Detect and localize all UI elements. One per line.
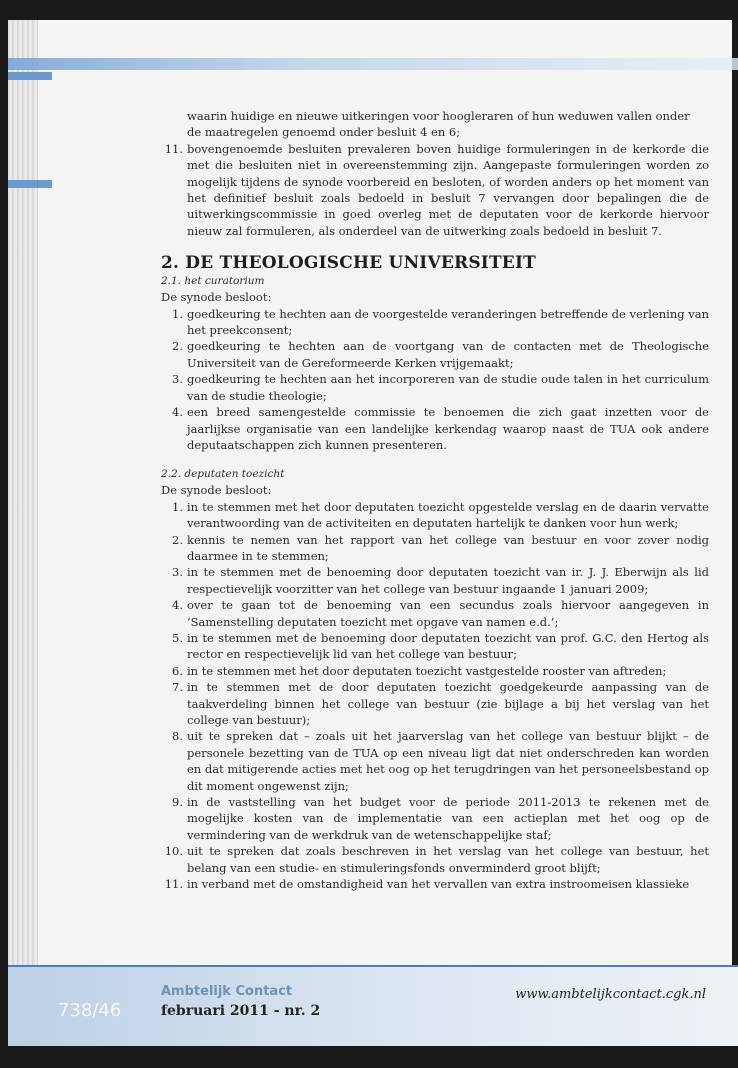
item-text: een breed samengestelde commissie te benoemen die zich gaat inzetten voor de jaarlijkse organisatie van een landelijke kerkendag waarop naast de TUA ook andere deputaatschappen zich kunnen presenteren. [187,405,709,452]
item-text: in te stemmen met de door deputaten toezicht goedgekeurde aanpassing van de taakverdeling binnen het college van bestuur (zie bijlage a bij het verslag van het college van bestuur); [187,680,709,727]
item-text: in te stemmen met het door deputaten toezicht opgestelde verslag en de daarin vervatte verantwoording van de activiteiten en deputaten hartelijk te danken voor hun werk; [187,499,709,531]
item-number: 8. [172,729,183,744]
text-line: waarin huidige en nieuwe uitkeringen voor hoogleraren of hun weduwen vallen onder [187,109,690,123]
list-item [161,371,709,404]
item-number: 3. [172,372,183,387]
lead-text: De synode besloot: [161,290,272,305]
item-text: bovengenoemde besluiten prevaleren boven huidige formuleringen in de kerkorde die met die besluiten niet in overeenstemming zijn. Aangepaste formuleringen worden zo mogelijk tijdens de synode voorbereid en besloten, of worden anders op het moment van het definitief besluit zoals bedoeld in besluit 7 vervangen door bepalingen die de uitwerkingscommissie in goed overleg met de deputaten voor de kerkorde hiervoor nieuw zal formuleren, als onderdeel van de uitwerking zoals bedoeld in besluit 7. [187,141,709,238]
scan-border-top [0,0,738,20]
item-number: 7. [172,680,183,695]
item-text: uit te spreken dat zoals beschreven in het verslag van het college van bestuur, het belang van een studie- en stimuleringsfonds onverminderd groot blijft; [187,844,709,875]
list-item [161,141,709,239]
magazine-name: Ambtelijk Contact [161,984,293,999]
item-text: in de vaststelling van het budget voor de periode 2011-2013 te rekenen met de mogelijke kosten van de implementatie van een actieplan met het oog op de vermindering van de werkdruk van de wetenschappelijke staf; [187,795,709,842]
item-number: 5. [172,630,183,645]
decision-list [161,306,709,454]
item-number: 10. [164,844,183,859]
item-number: 2. [172,339,183,354]
page-edges [8,20,38,1046]
item-text: uit te spreken dat – zoals uit het jaarverslag van het college van bestuur blijkt – de personele bezetting van de TUA op een niveau ligt dat niet onderschreden kan worden en dat mitigerende acties met het oog op het terugdringen van het personeelsbestand op dit moment ongewenst zijn; [187,729,709,793]
list-item [161,532,709,565]
item-text: kennis te nemen van het rapport van het college van bestuur en voor zover nodig daarmee in te stemmen; [187,532,709,563]
footer-divider [8,965,738,967]
item-text: in verband met de omstandigheid van het vervallen van extra instroomeisen klassieke [187,877,690,892]
lead-text: De synode besloot: [161,483,272,498]
list-item [161,338,709,371]
scan-border-bottom [0,1046,738,1068]
list-item [161,876,709,892]
scan-border-right [732,0,738,1068]
item-text: goedkeuring te hechten aan het incorporeren van de studie oude talen in het curriculum van de studie theologie; [187,372,709,403]
item-text: in te stemmen met de benoeming door deputaten toezicht van ir. J. J. Eberwijn als lid respectievelijk voorzitter van het college van bestuur ingaande 1 januari 2009; [187,565,709,596]
item-text: in te stemmen met het door deputaten toezicht vastgestelde rooster van aftreden; [187,663,667,678]
list-item [161,794,709,843]
list-item [161,728,709,794]
list-item [161,404,709,453]
subsection-title: 2.2. deputaten toezicht [161,468,285,481]
text-line: de maatregelen genoemd onder besluit 4 en 6; [187,125,461,140]
item-text: goedkeuring te hechten aan de voorgestelde veranderingen betreffende de verlening van het preekconsent; [187,306,710,338]
item-number: 11. [164,877,183,892]
item-number: 9. [172,795,183,810]
list-item [161,564,709,597]
item-number: 4. [172,598,183,613]
page-content [161,108,709,892]
item-number: 11. [164,141,183,156]
section-heading: 2. DE THEOLOGISCHE UNIVERSITEIT [161,253,536,274]
header-color-band [8,58,738,70]
item-text: in te stemmen met de benoeming door deputaten toezicht van prof. G.C. den Hertog als rector en respectievelijk lid van het college van bestuur; [187,630,709,662]
page-tab-marker [8,72,52,80]
item-number: 1. [172,306,183,321]
item-text: goedkeuring te hechten aan de voortgang van de contacten met de Theologische Universiteit van de Gereformeerde Kerken vrijgemaakt; [187,339,709,370]
list-item [161,630,709,663]
page-number: 738/46 [58,1000,122,1021]
decision-list [161,499,709,893]
scan-border-left [0,0,8,1068]
list-item [161,499,709,532]
list-item [161,306,709,339]
item-number: 6. [172,663,183,678]
item-text: over te gaan tot de benoeming van een secundus zoals hiervoor aangegeven in ‘Samenstelling deputaten toezicht met opgave van namen e.d.’; [187,598,709,629]
intro-continuation [161,108,709,141]
page-tab-marker [8,180,52,188]
list-item [161,843,709,876]
item-number: 2. [172,532,183,547]
list-item [161,597,709,630]
list-item [161,679,709,728]
item-number: 4. [172,405,183,420]
issue-label: februari 2011 - nr. 2 [161,1003,321,1019]
item-number: 3. [172,565,183,580]
website-url: www.ambtelijkcontact.cgk.nl [515,987,706,1002]
list-item [161,663,709,679]
subsection-title: 2.1. het curatorium [161,275,265,288]
item-number: 1. [172,499,183,514]
